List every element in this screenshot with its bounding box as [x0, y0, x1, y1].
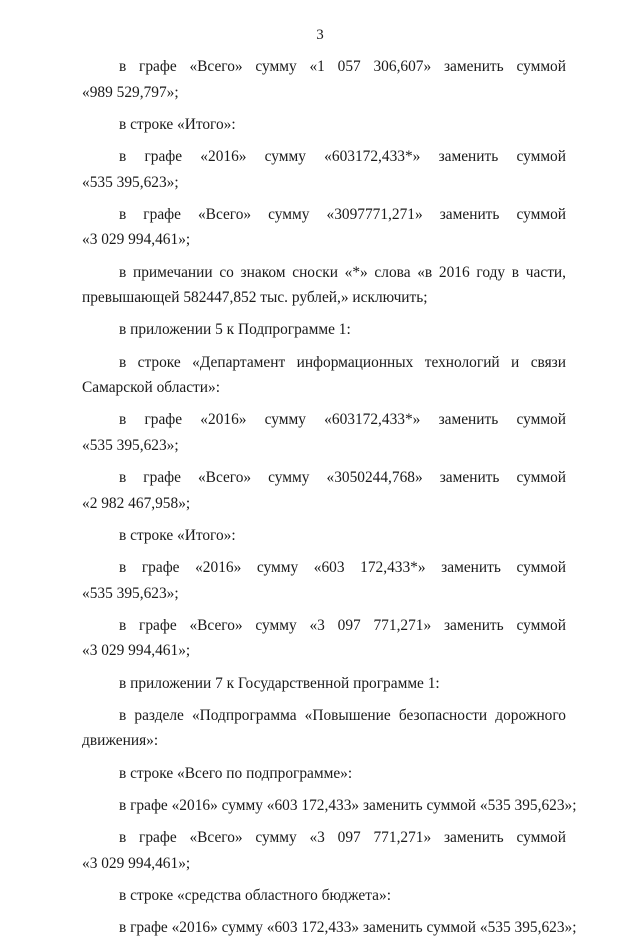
paragraph: [82, 793, 577, 819]
paragraph: [82, 317, 566, 343]
paragraph-first-line: в строке «Департамент информационных технологий и связи: [119, 353, 566, 371]
paragraph: [82, 703, 566, 754]
paragraph-gap: [82, 105, 566, 112]
paragraph-first-line: в строке «Итого»:: [119, 115, 236, 133]
paragraph-continuation-line: «3 029 994,461»;: [82, 231, 191, 249]
paragraph-gap: [82, 786, 566, 793]
paragraph-continuation-line: «535 395,623»;: [82, 436, 179, 454]
paragraph-gap: [82, 343, 566, 350]
paragraph: [82, 260, 566, 311]
paragraph-continuation-line: «535 395,623»;: [82, 584, 179, 602]
paragraph-gap: [82, 195, 566, 202]
paragraph-first-line: в графе «2016» сумму «603 172,433» заменить суммой «535 395,623»;: [119, 796, 577, 814]
paragraph-first-line: в приложении 5 к Подпрограмме 1:: [119, 321, 351, 339]
paragraph: [82, 465, 566, 516]
paragraph-gap: [82, 908, 566, 915]
paragraph-first-line: в разделе «Подпрограмма «Повышение безопасности дорожного: [119, 706, 566, 724]
paragraph: [82, 825, 566, 876]
paragraph: [82, 202, 566, 253]
paragraph-first-line: в графе «Всего» сумму «3 097 771,271» заменить суммой: [119, 616, 566, 634]
paragraph-first-line: в графе «2016» сумму «603172,433*» заменить суммой: [119, 411, 566, 429]
paragraph-first-line: в графе «Всего» сумму «3050244,768» заменить суммой: [119, 469, 566, 487]
paragraph-gap: [82, 401, 566, 408]
paragraph-continuation-line: превышающей 582447,852 тыс. рублей,» исключить;: [82, 289, 428, 307]
paragraph-gap: [82, 664, 566, 671]
paragraph-first-line: в строке «Итого»:: [119, 526, 236, 544]
paragraph: [82, 671, 566, 697]
paragraph-first-line: в приложении 7 к Государственной программе 1:: [119, 674, 440, 692]
paragraph-first-line: в графе «2016» сумму «603 172,433» заменить суммой «535 395,623»;: [119, 918, 577, 936]
paragraph-gap: [82, 606, 566, 613]
paragraph: [82, 144, 566, 195]
paragraph-gap: [82, 137, 566, 144]
paragraph-first-line: в графе «Всего» сумму «3097771,271» заменить суммой: [119, 205, 566, 223]
paragraph-first-line: в примечании со знаком сноски «*» слова «в 2016 году в части,: [119, 263, 566, 281]
paragraph-continuation-line: «3 029 994,461»;: [82, 854, 191, 872]
paragraph-gap: [82, 876, 566, 883]
paragraph-continuation-line: движения»:: [82, 732, 159, 750]
paragraph-continuation-line: Самарской области»:: [82, 379, 220, 397]
page-number: 3: [316, 27, 324, 43]
paragraph: [82, 54, 566, 105]
paragraph-first-line: в графе «Всего» сумму «1 057 306,607» заменить суммой: [119, 58, 566, 75]
paragraph-first-line: в графе «2016» сумму «603172,433*» заменить суммой: [119, 147, 566, 165]
paragraph-gap: [82, 253, 566, 260]
paragraph-gap: [82, 311, 566, 318]
paragraph-first-line: в строке «средства областного бюджета»:: [119, 886, 391, 904]
paragraph: [82, 555, 566, 606]
paragraph-gap: [82, 458, 566, 465]
paragraph-first-line: в строке «Всего по подпрограмме»:: [119, 764, 353, 782]
paragraph: [82, 407, 566, 458]
paragraph-gap: [82, 548, 566, 555]
paragraph-gap: [82, 696, 566, 703]
paragraph: [82, 883, 566, 909]
paragraph-continuation-line: «3 029 994,461»;: [82, 642, 191, 660]
document-body: [82, 54, 577, 941]
paragraph-continuation-line: «535 395,623»;: [82, 173, 179, 191]
paragraph: [82, 915, 577, 941]
paragraph: [82, 613, 566, 664]
paragraph-continuation-line: «2 982 467,958»;: [82, 494, 191, 512]
paragraph: [82, 112, 566, 138]
paragraph-gap: [82, 516, 566, 523]
paragraph-gap: [82, 818, 566, 825]
paragraph-first-line: в графе «2016» сумму «603 172,433*» заменить суммой: [119, 559, 566, 577]
paragraph-first-line: в графе «Всего» сумму «3 097 771,271» заменить суммой: [119, 828, 566, 846]
paragraph: [82, 523, 566, 549]
paragraph-gap: [82, 754, 566, 761]
paragraph-continuation-line: «989 529,797»;: [82, 83, 179, 101]
paragraph: [82, 350, 566, 401]
paragraph: [82, 761, 566, 787]
